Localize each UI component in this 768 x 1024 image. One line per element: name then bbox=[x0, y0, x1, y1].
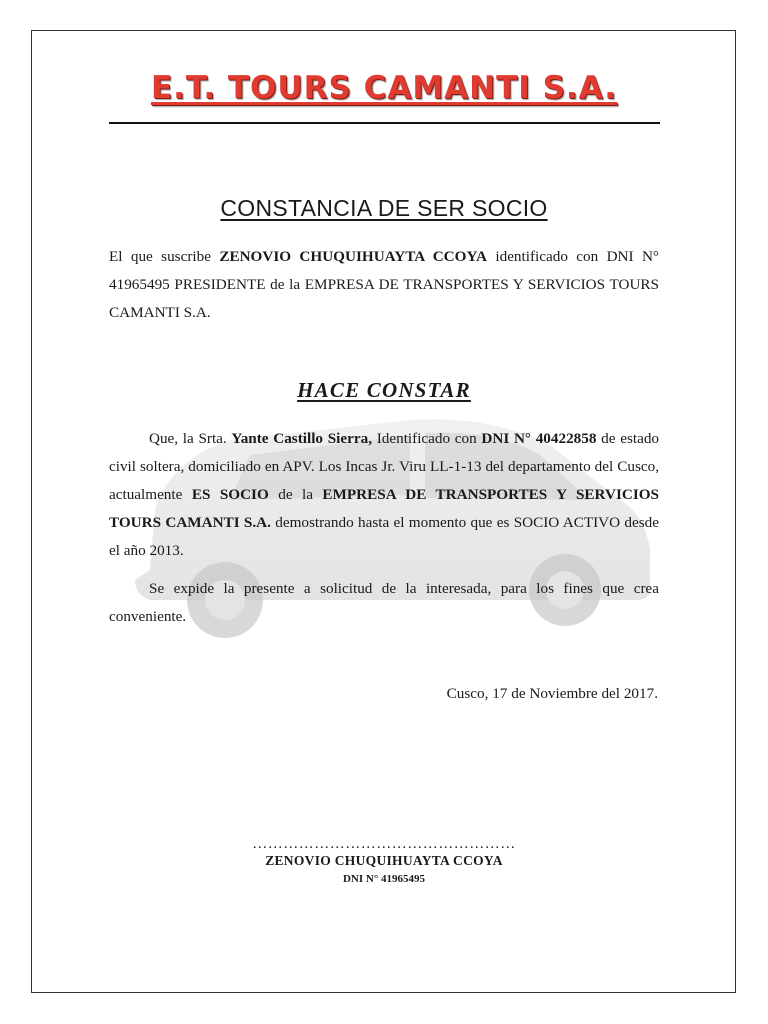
closing-paragraph: Se expide la presente a solicitud de la interesada, para los fines que crea conveniente. bbox=[109, 580, 659, 625]
member-name: Yante Castillo Sierra, bbox=[231, 430, 373, 447]
header-divider bbox=[109, 122, 660, 124]
member-status: ES SOCIO bbox=[191, 486, 269, 503]
body-paragraph: Que, la Srta. Yante Castillo Sierra, Identificado con DNI N° 40422858 de estado civil soltera, domiciliado en APV. Los Incas Jr. Viru LL-1-13 del departamento del Cusco, actualmente ES SOCIO de la EMPRESA DE TRANSPORTES Y SERVICIOS TOURS CAMANTI S.A. demostrando hasta el momento que es SOCIO ACTIVO desde el año 2013. bbox=[109, 430, 660, 559]
signature-line: …………………………………………… bbox=[252, 836, 516, 852]
document-title: CONSTANCIA DE SER SOCIO bbox=[220, 195, 548, 221]
company-full-name: EMPRESA DE TRANSPORTES Y SERVICIOS TOURS CAMANTI S.A. bbox=[109, 486, 660, 531]
company-logo-title: E.T. TOURS CAMANTI S.A. bbox=[150, 70, 618, 106]
intro-paragraph: El que suscribe ZENOVIO CHUQUIHUAYTA CCOYA identificado con DNI N° 41965495 PRESIDENTE de la EMPRESA DE TRANSPORTES Y SERVICIOS TOURS CAMANTI S.A. bbox=[109, 248, 659, 321]
signature-name: ZENOVIO CHUQUIHUAYTA CCOYA bbox=[265, 853, 503, 868]
president-name: ZENOVIO CHUQUIHUAYTA CCOYA bbox=[219, 248, 487, 265]
section-heading: HACE CONSTAR bbox=[297, 378, 471, 402]
date-line: Cusco, 17 de Noviembre del 2017. bbox=[446, 685, 658, 702]
signature-dni: DNI N° 41965495 bbox=[342, 873, 425, 885]
member-dni: DNI N° 40422858 bbox=[481, 430, 597, 447]
